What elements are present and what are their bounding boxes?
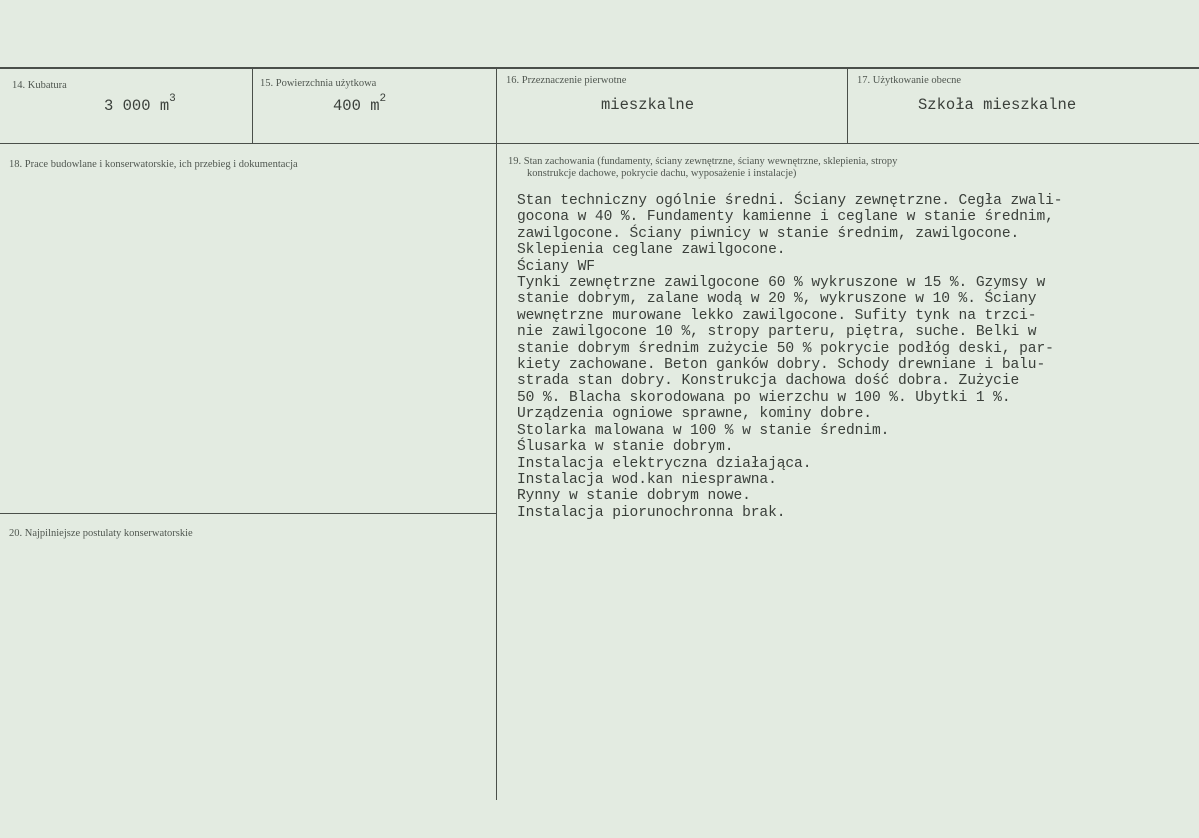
field-19-label-line-2: konstrukcje dachowe, pokrycie dachu, wyposażenie i instalacje) (527, 168, 797, 179)
text-line: stanie dobrym, zalane wodą w 20 %, wykruszone w 10 %. Ściany (517, 291, 1037, 308)
divider-16-17 (847, 68, 848, 144)
text-line: Ściany WF (517, 258, 595, 275)
text-line: Sklepienia ceglane zawilgocone. (517, 242, 786, 259)
field-16-value: mieszkalne (601, 96, 695, 114)
text-line: Instalacja piorunochronna brak. (517, 504, 786, 521)
text-line: nie zawilgocone 10 %, stropy parteru, piętra, suche. Belki w (517, 324, 1037, 341)
field-15-label (260, 77, 376, 90)
field-15-label-text: . Powierzchnia użytkowa (270, 78, 377, 89)
field-15-label-number: 15 (260, 78, 271, 89)
field-16-label: 16. Przeznaczenie pierwotne (506, 75, 627, 86)
field-15-number: 400 (333, 97, 361, 116)
field-17-label: 17. Użytkowanie obecne (857, 75, 962, 86)
field-19-label-line-1: 19. Stan zachowania (fundamenty, ściany zewnętrzne, ściany wewnętrzne, sklepienia, stropy (508, 156, 898, 167)
field-14-exponent: 3 (169, 93, 176, 105)
text-line: Tynki zewnętrzne zawilgocone 60 % wykruszone w 15 %. Gzymsy w (517, 275, 1046, 292)
text-line: wewnętrzne murowane lekko zawilgocone. Sufity tynk na trzci- (517, 307, 1037, 324)
text-line: Rynny w stanie dobrym nowe. (517, 488, 751, 505)
field-14-number: 3 000 (104, 97, 151, 116)
field-14-value (104, 93, 176, 116)
field-20-label-text: . Najpilniejsze postulaty konserwatorskie (19, 528, 193, 539)
text-line: stanie dobrym średnim zużycie 50 % pokrycie podłóg deski, par- (517, 340, 1054, 357)
field-20-label-number: 20 (9, 528, 20, 539)
field-15-exponent: 2 (379, 93, 387, 105)
field-17-value: Szkoła mieszkalne (918, 96, 1077, 114)
field-15-unit: m (370, 97, 380, 116)
field-19-typed-text (517, 193, 1062, 521)
text-line: 50 %. Blacha skorodowana po wierzchu w 100 %. Ubytki 1 %. (517, 389, 1011, 406)
text-line: gocona w 40 %. Fundamenty kamienne i ceglane w stanie średnim, (517, 209, 1054, 226)
field-18-label: 18. Prace budowlane i konserwatorskie, ich przebieg i dokumentacja (9, 159, 298, 170)
text-line: zawilgocone. Ściany piwnicy w stanie średnim, zawilgocone. (517, 225, 1020, 242)
top-border-line (0, 67, 1199, 69)
text-line: Stolarka malowana w 100 % w stanie średnim. (517, 422, 890, 439)
field-14-label: 14. Kubatura (12, 80, 67, 91)
text-line: Urządzenia ogniowe sprawne, kominy dobre. (517, 406, 872, 423)
text-line: Stan techniczny ogólnie średni. Ściany zewnętrzne. Cegła zwali- (517, 193, 1063, 209)
field-20-label (9, 527, 193, 540)
header-row-bottom-line (0, 143, 1199, 144)
divider-14-15 (252, 68, 253, 144)
text-line: Instalacja elektryczna działająca. (517, 455, 812, 472)
section-18-20-divider (0, 513, 497, 514)
text-line: Ślusarka w stanie dobrym. (517, 439, 734, 456)
field-14-unit: m (159, 97, 170, 116)
field-15-value (333, 93, 387, 116)
text-line: kiety zachowane. Beton ganków dobry. Schody drewniane i balu- (517, 357, 1046, 374)
text-line: strada stan dobry. Konstrukcja dachowa dość dobra. Zużycie (517, 373, 1020, 390)
divider-15-16 (496, 68, 497, 800)
text-line: Instalacja wod.kan niesprawna. (517, 471, 777, 488)
